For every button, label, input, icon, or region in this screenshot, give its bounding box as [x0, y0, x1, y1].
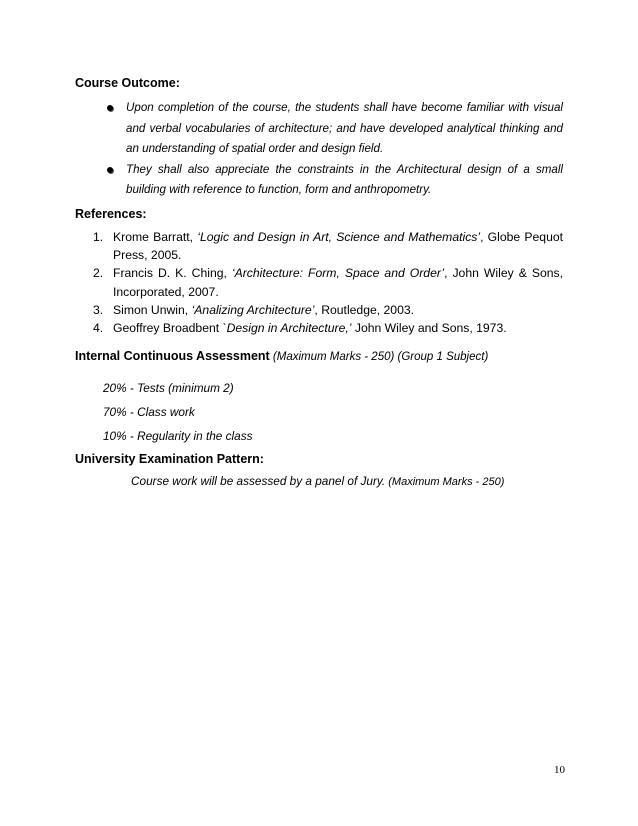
reference-number: 2. — [93, 266, 104, 281]
reference-item — [93, 264, 563, 300]
reference-author: Geoffrey Broadbent — [113, 321, 223, 336]
reference-publisher: John Wiley and Sons, 1973. — [351, 321, 507, 336]
reference-number: 3. — [93, 302, 104, 317]
reference-publisher: , Globe Pequot Press, 2005. — [113, 230, 564, 263]
assessment-item-regularity: 10% - Regularity in the class — [103, 429, 253, 443]
internal-assessment-title: Internal Continuous Assessment — [75, 349, 270, 363]
page-number: 10 — [554, 764, 565, 776]
reference-title: ‘Analizing Architecture’ — [191, 302, 315, 317]
reference-number: 4. — [93, 321, 104, 336]
exam-description: Course work will be assessed by a panel of Jury. — [131, 474, 386, 488]
bullet-icon — [107, 167, 113, 173]
bullet-icon — [107, 105, 113, 111]
reference-title: ‘Architecture: Form, Space and Order’ — [231, 266, 445, 281]
internal-assessment-heading — [75, 349, 488, 363]
reference-publisher: , Routledge, 2003. — [314, 302, 415, 317]
references-heading: References: — [75, 207, 147, 221]
reference-number: 1. — [93, 230, 104, 244]
university-exam-heading: University Examination Pattern: — [75, 452, 264, 466]
reference-title: ‘Logic and Design in Art, Science and Mathematics’ — [197, 230, 481, 244]
list-item — [107, 98, 563, 160]
course-outcome-list — [107, 98, 563, 201]
reference-author: Simon Unwin, — [113, 302, 192, 317]
assessment-item-classwork: 70% - Class work — [103, 405, 195, 419]
internal-assessment-note: (Maximum Marks - 250) (Group 1 Subject) — [269, 351, 489, 363]
reference-item — [93, 301, 563, 319]
exam-marks: (Maximum Marks - 250) — [385, 476, 505, 488]
course-outcome-heading: Course Outcome: — [75, 76, 180, 90]
reference-item — [93, 319, 563, 337]
reference-item — [93, 228, 563, 264]
university-exam-text — [131, 474, 504, 488]
reference-publisher: , John Wiley & Sons, Incorporated, 2007. — [113, 266, 563, 299]
bullet-text: They shall also appreciate the constraints in the Architectural design of a small building with reference to function, form and anthropometry. — [126, 162, 563, 196]
bullet-text: Upon completion of the course, the students shall have become familiar with visual and verbal vocabularies of architecture; and have developed analytical thinking and an understanding of spatial order and design field. — [126, 101, 563, 155]
list-item — [107, 160, 563, 201]
assessment-item-tests: 20% - Tests (minimum 2) — [103, 381, 234, 395]
references-list — [93, 228, 563, 337]
reference-author: Francis D. K. Ching, — [113, 266, 232, 281]
reference-title: `Design in Architecture,’ — [222, 321, 352, 336]
reference-author: Krome Barratt, — [113, 230, 198, 244]
